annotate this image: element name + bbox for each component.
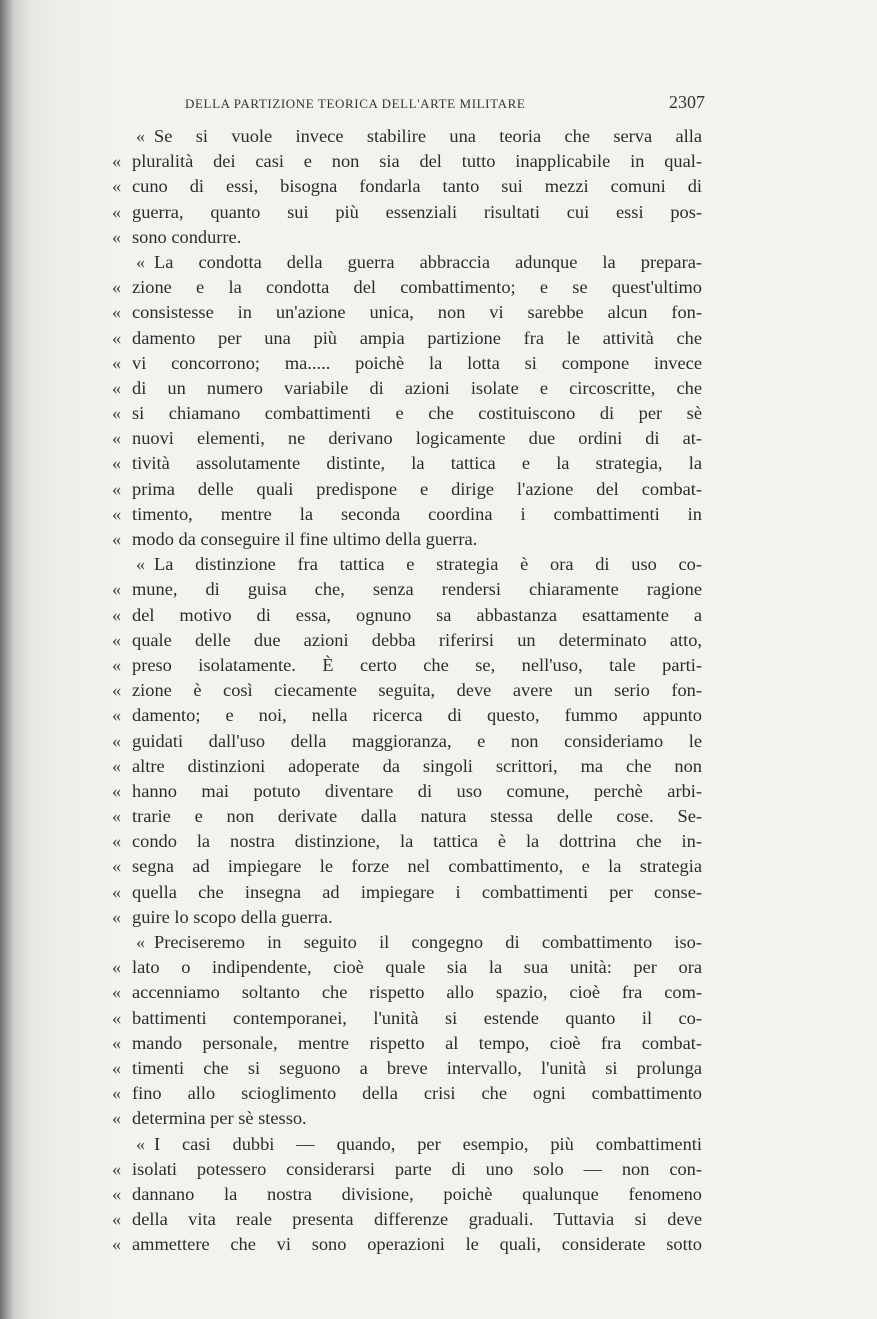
text-line [112,477,702,502]
quote-mark: « [136,251,146,272]
line-text: preso isolatamente. È certo che se, nell'uso, tale parti- [132,654,702,675]
quote-mark: « [112,478,122,499]
quote-mark: « [112,529,122,549]
line-text: Preciseremo in seguito il congegno di combattimento iso- [154,932,702,952]
line-text: isolati potessero considerarsi parte di uno solo — non con- [132,1158,702,1179]
text-line [112,149,702,174]
quote-mark: « [136,1133,146,1154]
text-line [112,124,702,149]
line-text: hanno mai potuto diventare di uso comune, perchè arbi- [132,780,702,801]
quote-mark: « [112,403,122,424]
quote-mark: « [112,151,122,172]
text-line [112,754,702,779]
text-line [112,527,702,552]
line-text: quale delle due azioni debba riferirsi un determinato atto, [132,629,702,650]
line-text: guerra, quanto sui più essenziali risultati cui essi pos- [132,201,702,222]
quote-mark: « [112,780,122,801]
line-text: pluralità dei casi e non sia del tutto inapplicabile in qual- [132,151,702,172]
quote-mark: « [112,705,122,726]
line-text: accenniamo soltanto che rispetto allo spazio, cioè fra com- [132,982,702,1003]
quote-mark: « [112,629,122,650]
quote-mark: « [112,352,122,373]
quote-mark: « [112,755,122,776]
text-line [112,326,702,351]
text-line [112,603,702,628]
text-line [112,1132,702,1157]
quote-mark: « [112,1032,122,1053]
line-text: fino allo scioglimento della crisi che ogni combattimento [132,1083,702,1104]
quote-mark: « [112,579,122,600]
text-line [112,552,702,577]
quote-mark: « [112,503,122,524]
text-line [112,577,702,602]
text-line [112,1182,702,1207]
quote-mark: « [112,201,122,222]
text-line [112,1056,702,1081]
text-line [112,703,702,728]
quote-mark: « [112,730,122,751]
line-text: di un numero variabile di azioni isolate e circoscritte, che [132,377,702,398]
text-line [112,729,702,754]
quote-mark: « [112,302,122,323]
quote-mark: « [136,932,146,952]
line-text: zione è così ciecamente seguita, deve avere un serio fon- [132,680,702,701]
line-text: nuovi elementi, ne derivano logicamente due ordini di at- [132,428,702,449]
text-line [112,401,702,426]
text-line [112,804,702,829]
line-text: mune, di guisa che, senza rendersi chiaramente ragione [132,579,702,600]
quote-mark: « [112,1209,122,1230]
text-line [112,225,702,250]
page-number: 2307 [669,92,705,112]
quote-mark: « [112,277,122,298]
quote-mark: « [112,1057,122,1078]
quote-mark: « [112,982,122,1003]
quote-mark: « [112,957,122,978]
quote-mark: « [112,1007,122,1028]
quote-mark: « [112,1108,122,1129]
line-text: trarie e non derivate dalla natura stessa delle cose. Se- [132,806,702,827]
quote-mark: « [112,1234,122,1255]
text-line [112,300,702,325]
quote-mark: « [112,226,122,247]
text-line [112,955,702,980]
quote-mark: « [112,856,122,877]
line-text: timenti che si seguono a breve intervallo, l'unità si prolunga [132,1057,702,1078]
running-title: DELLA PARTIZIONE TEORICA DELL'ARTE MILITARE [185,96,526,111]
line-text: cuno di essi, bisogna fondarla tanto sui mezzi comuni di [132,176,702,197]
quote-mark: « [112,176,122,197]
text-line [112,1232,702,1257]
line-text: mando personale, mentre rispetto al tempo, cioè fra combat- [132,1032,702,1053]
text-line [112,829,702,854]
text-line [112,451,702,476]
quote-mark: « [112,1158,122,1179]
quote-mark: « [112,806,122,827]
page-header [185,92,705,116]
line-text: lato o indipendente, cioè quale sia la sua unità: per ora [132,957,702,978]
quote-mark: « [112,906,122,927]
line-text: si chiamano combattimenti e che costituiscono di per sè [132,403,702,424]
line-text: altre distinzioni adoperate da singoli scrittori, ma che non [132,755,702,776]
text-line [112,1106,702,1131]
quote-mark: « [112,654,122,675]
text-line [112,275,702,300]
quote-mark: « [112,1183,122,1204]
text-line [112,980,702,1005]
line-text: zione e la condotta del combattimento; e se quest'ultimo [132,277,702,298]
quote-mark: « [136,554,146,575]
quote-mark: « [112,680,122,701]
text-line [112,930,702,955]
text-line [112,174,702,199]
quote-mark: « [112,881,122,902]
text-line [112,854,702,879]
line-text: segna ad impiegare le forze nel combattimento, e la strategia [132,856,702,877]
quote-mark: « [112,831,122,852]
line-text: modo da conseguire il fine ultimo della guerra. [132,529,478,549]
line-text: ammettere che vi sono operazioni le quali, considerate sotto [132,1234,702,1255]
line-text: La distinzione fra tattica e strategia è ora di uso co- [154,554,702,575]
quote-mark: « [112,1083,122,1104]
quote-mark: « [112,377,122,398]
line-text: guidati dall'uso della maggioranza, e non consideriamo le [132,730,702,751]
text-line [112,426,702,451]
text-line [112,250,702,275]
line-text: della vita reale presenta differenze graduali. Tuttavia si deve [132,1209,702,1230]
line-text: battimenti contemporanei, l'unità si estende quanto il co- [132,1007,702,1028]
line-text: del motivo di essa, ognuno sa abbastanza esattamente a [132,604,702,625]
line-text: sono condurre. [132,226,242,247]
text-line [112,502,702,527]
line-text: Se si vuole invece stabilire una teoria che serva alla [154,126,702,146]
quote-mark: « [136,126,146,146]
line-text: dannano la nostra divisione, poichè qualunque fenomeno [132,1183,702,1204]
line-text: timento, mentre la seconda coordina i combattimenti in [132,503,702,524]
text-line [112,1157,702,1182]
line-text: La condotta della guerra abbraccia adunque la prepara- [154,251,702,272]
quote-mark: « [112,327,122,348]
body-text [112,124,702,1257]
line-text: guire lo scopo della guerra. [132,906,333,927]
text-line [112,653,702,678]
text-line [112,1006,702,1031]
text-line [112,200,702,225]
text-line [112,880,702,905]
line-text: vi concorrono; ma..... poichè la lotta si compone invece [132,352,702,373]
quote-mark: « [112,453,122,474]
text-line [112,376,702,401]
line-text: damento per una più ampia partizione fra le attività che [132,327,702,348]
line-text: I casi dubbi — quando, per esempio, più combattimenti [154,1133,702,1154]
line-text: quella che insegna ad impiegare i combattimenti per conse- [132,881,702,902]
quote-mark: « [112,428,122,449]
text-line [112,678,702,703]
text-line [112,905,702,930]
text-line [112,779,702,804]
text-line [112,1207,702,1232]
quote-mark: « [112,604,122,625]
text-line [112,628,702,653]
text-line [112,1081,702,1106]
line-text: determina per sè stesso. [132,1108,307,1129]
line-text: condo la nostra distinzione, la tattica è la dottrina che in- [132,831,702,852]
text-line [112,1031,702,1056]
line-text: prima delle quali predispone e dirige l'azione del combat- [132,478,702,499]
line-text: consistesse in un'azione unica, non vi sarebbe alcun fon- [132,302,702,323]
line-text: damento; e noi, nella ricerca di questo, fummo appunto [132,705,702,726]
text-line [112,351,702,376]
line-text: tività assolutamente distinte, la tattica e la strategia, la [132,453,702,474]
